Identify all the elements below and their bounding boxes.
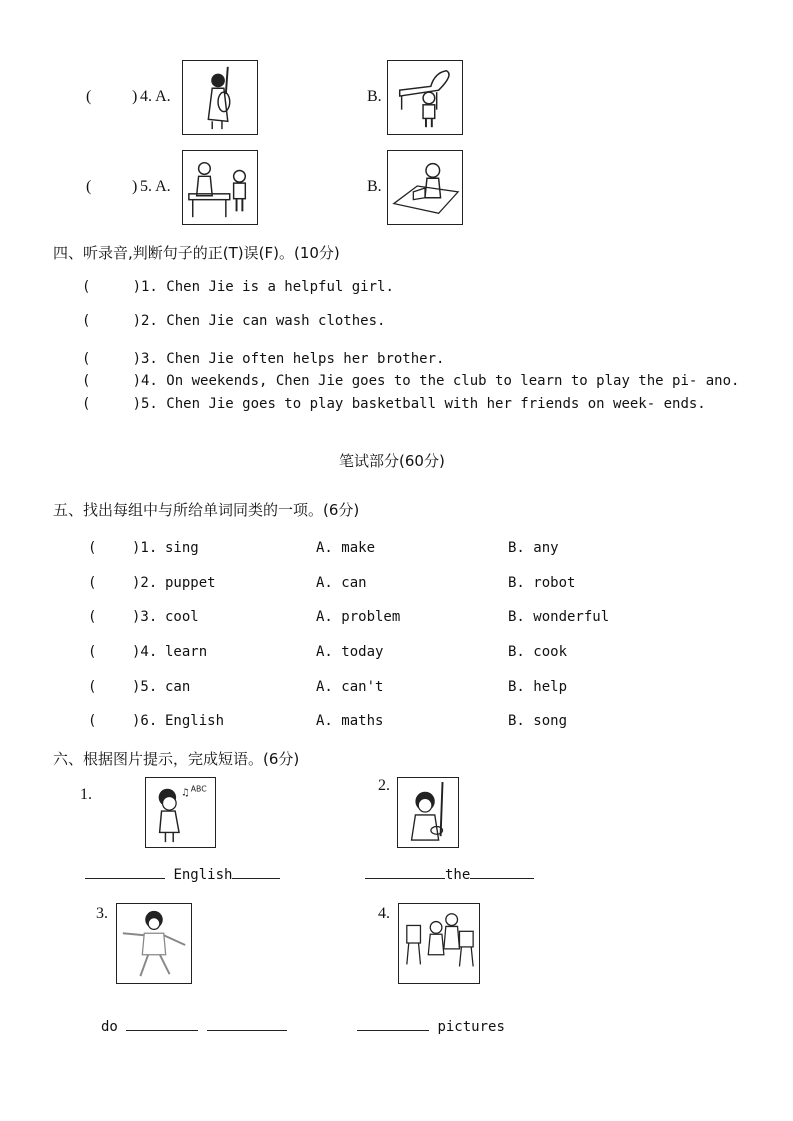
answer-prefix: ( )3. [82, 351, 158, 367]
answer-blank[interactable] [232, 866, 280, 879]
answer-paren-close: ) [132, 88, 138, 105]
answer-blank[interactable] [470, 866, 534, 879]
question-number: )5. [132, 679, 158, 695]
boy-singing-image [145, 777, 216, 848]
answer-paren-open: ( [86, 88, 92, 105]
phrase-line-2 [365, 866, 534, 883]
answer-blank[interactable] [85, 866, 165, 879]
written-part-title: 笔试部分(60分) [339, 452, 445, 470]
given-word: English [165, 713, 225, 729]
svg-text:♫: ♫ [180, 787, 190, 799]
answer-paren-open: ( [86, 178, 92, 195]
option-b: B. help [508, 679, 568, 695]
option-b: B. wonderful [508, 609, 610, 625]
answer-blank[interactable] [357, 1018, 429, 1031]
abc-letters: ABC [190, 784, 207, 794]
item-number: 2. [378, 777, 390, 794]
given-word: learn [165, 644, 208, 660]
section-4-heading: 四、听录音,判断句子的正(T)误(F)。(10分) [53, 244, 340, 262]
girl-playing-pipa-image [182, 60, 258, 135]
boy-doing-kung-fu-image [116, 903, 192, 984]
boy-playing-piano-image [387, 60, 463, 135]
answer-paren: ( [88, 575, 97, 591]
list-item [82, 279, 394, 295]
children-drawing-pictures-image [398, 903, 480, 984]
list-item [82, 313, 385, 329]
question-number: 5. A. [140, 178, 171, 195]
phrase-word: do [101, 1019, 118, 1035]
girl-playing-erhu-image [397, 777, 459, 848]
statement-text: Chen Jie is a helpful girl. [166, 279, 394, 295]
item-number: 4. [378, 905, 390, 922]
list-item [82, 351, 444, 367]
option-a: A. problem [316, 609, 401, 625]
answer-paren: ( [88, 713, 97, 729]
item-number: 3. [96, 905, 108, 922]
given-word: cool [165, 609, 199, 625]
option-b-label: B. [367, 178, 382, 195]
answer-paren: ( [88, 644, 97, 660]
question-number: )3. [132, 609, 158, 625]
phrase-word: pictures [437, 1019, 505, 1035]
answer-blank[interactable] [207, 1018, 287, 1031]
given-word: puppet [165, 575, 216, 591]
question-number: 4. A. [140, 88, 171, 105]
statement-text: Chen Jie goes to play basketball with her friends on week- ends. [166, 396, 706, 412]
statement-text: Chen Jie often helps her brother. [166, 351, 445, 367]
option-a: A. make [316, 540, 376, 556]
answer-blank[interactable] [365, 866, 445, 879]
answer-prefix: ( )4. [82, 373, 158, 389]
phrase-line-1 [85, 866, 280, 883]
answer-prefix: ( )5. [82, 396, 158, 412]
section-5-heading: 五、找出每组中与所给单词同类的一项。(6分) [53, 501, 360, 519]
option-a: A. can't [316, 679, 384, 695]
answer-paren: ( [88, 540, 97, 556]
question-number: )1. [132, 540, 158, 556]
question-number: )2. [132, 575, 158, 591]
answer-blank[interactable] [126, 1018, 198, 1031]
option-b: B. cook [508, 644, 568, 660]
answer-prefix: ( )1. [82, 279, 158, 295]
option-b-label: B. [367, 88, 382, 105]
phrase-line-4 [357, 1018, 505, 1035]
option-b: B. song [508, 713, 568, 729]
answer-paren: ( [88, 609, 97, 625]
answer-paren: ( [88, 679, 97, 695]
statement-text: On weekends, Chen Jie goes to the club to learn to play the pi- ano. [166, 373, 740, 389]
people-at-desk-image [182, 150, 258, 225]
option-a: A. can [316, 575, 367, 591]
statement-text: Chen Jie can wash clothes. [166, 313, 386, 329]
section-6-heading: 六、根据图片提示，完成短语。(6分) [53, 750, 300, 768]
answer-paren-close: ) [132, 178, 138, 195]
answer-prefix: ( )2. [82, 313, 158, 329]
given-word: sing [165, 540, 199, 556]
option-a: A. today [316, 644, 384, 660]
list-item [82, 396, 706, 412]
question-number: )4. [132, 644, 158, 660]
list-item [82, 373, 739, 389]
item-number: 1. [80, 786, 92, 803]
option-b: B. any [508, 540, 559, 556]
boy-reading-book-image [387, 150, 463, 225]
phrase-line-3 [101, 1018, 287, 1035]
question-number: )6. [132, 713, 158, 729]
phrase-word: the [445, 867, 471, 883]
phrase-word: English [173, 867, 233, 883]
option-b: B. robot [508, 575, 576, 591]
given-word: can [165, 679, 191, 695]
option-a: A. maths [316, 713, 384, 729]
